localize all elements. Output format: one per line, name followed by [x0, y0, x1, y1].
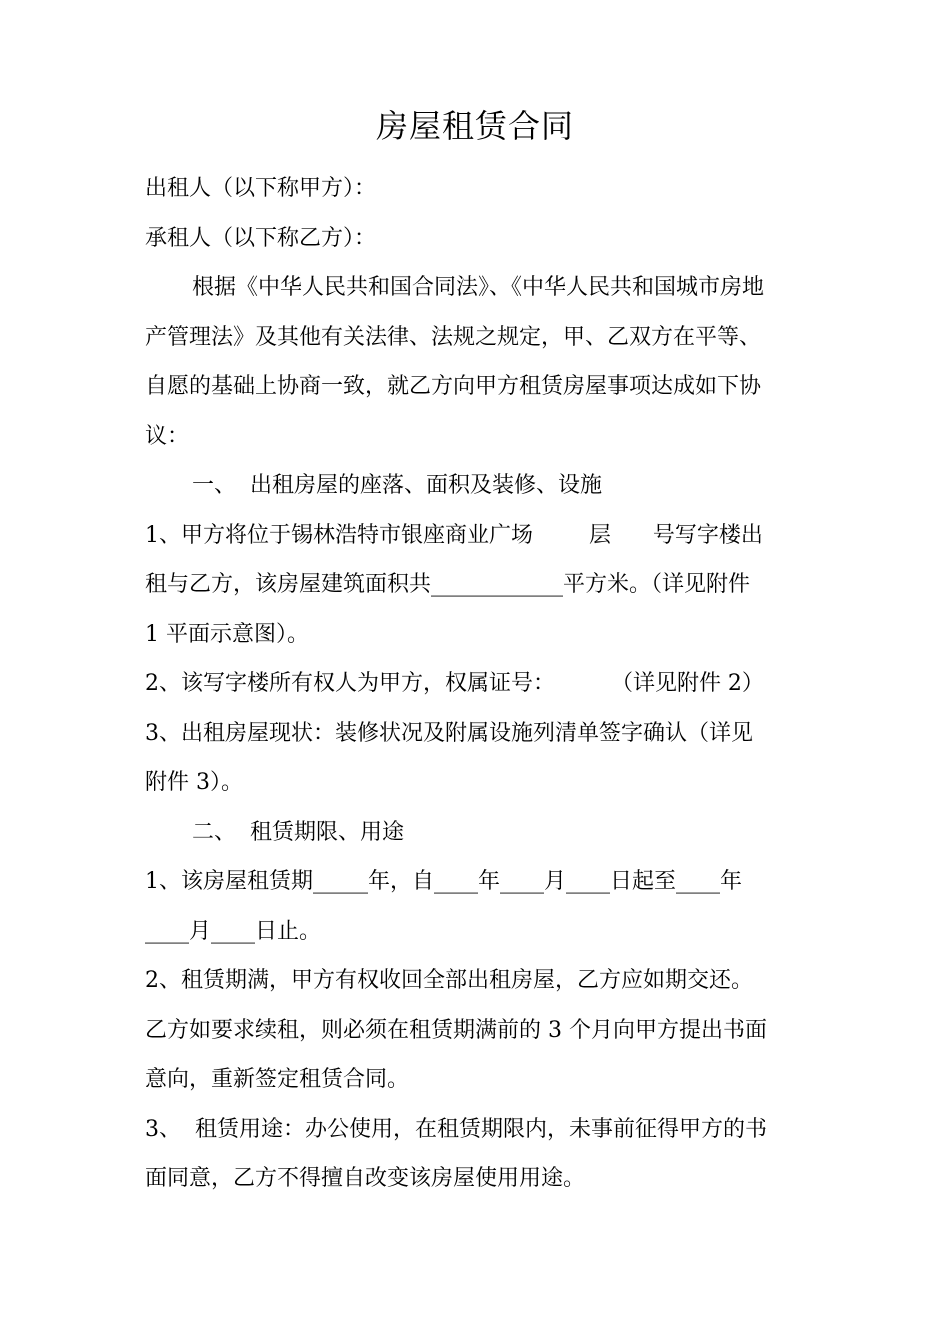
- section-heading-1: 一、 出租房屋的座落、面积及装修、设施: [192, 473, 602, 498]
- document-body: [145, 164, 815, 1204]
- clause-2-1-line-1: 1、该房屋租赁期_____年，自____年____月____日起至____年: [145, 869, 742, 894]
- clause-2-2-line-3: 意向，重新签定租赁合同。: [145, 1067, 410, 1092]
- preamble-line-4: 议：: [145, 423, 190, 449]
- clause-2-2-line-1: 2、租赁期满，甲方有权收回全部出租房屋，乙方应如期交还。: [145, 968, 753, 993]
- clause-2-3-line-2: 面同意，乙方不得擅自改变该房屋使用用途。: [145, 1166, 586, 1191]
- preamble-line-1: 根据《中华人民共和国合同法》、《中华人民共和国城市房地: [192, 275, 765, 300]
- clause-1-2: 2、该写字楼所有权人为甲方，权属证号： （详见附件 2）: [145, 671, 764, 696]
- preamble-line-3: 自愿的基础上协商一致，就乙方向甲方租赁房屋事项达成如下协: [145, 374, 762, 399]
- clause-1-1-line-2: 租与乙方，该房屋建筑面积共____________平方米。（详见附件: [145, 572, 751, 597]
- clause-1-3-line-1: 3、出租房屋现状：装修状况及附属设施列清单签字确认（详见: [145, 720, 753, 746]
- lessor-line: 出租人（以下称甲方）：: [145, 176, 377, 201]
- clause-2-2-line-2: 乙方如要求续租，则必须在租赁期满前的 3 个月向甲方提出书面: [145, 1017, 767, 1043]
- clause-2-1-line-2: ____月____日止。: [145, 918, 322, 944]
- section-heading-2: 二、 租赁期限、用途: [192, 819, 404, 845]
- clause-1-1-line-1: 1、甲方将位于锡林浩特市银座商业广场 层 号写字楼出: [145, 522, 763, 548]
- clause-1-1-line-3: 1 平面示意图）。: [145, 621, 309, 647]
- preamble-line-2: 产管理法》及其他有关法律、法规之规定，甲、乙双方在平等、: [145, 324, 762, 350]
- lessee-line: 承租人（以下称乙方）：: [145, 225, 377, 251]
- document-title: 房屋租赁合同: [375, 107, 574, 145]
- clause-2-3-line-1: 3、 租赁用途：办公使用，在租赁期限内，未事前征得甲方的书: [145, 1116, 767, 1142]
- clause-1-3-line-2: 附件 3）。: [145, 770, 243, 795]
